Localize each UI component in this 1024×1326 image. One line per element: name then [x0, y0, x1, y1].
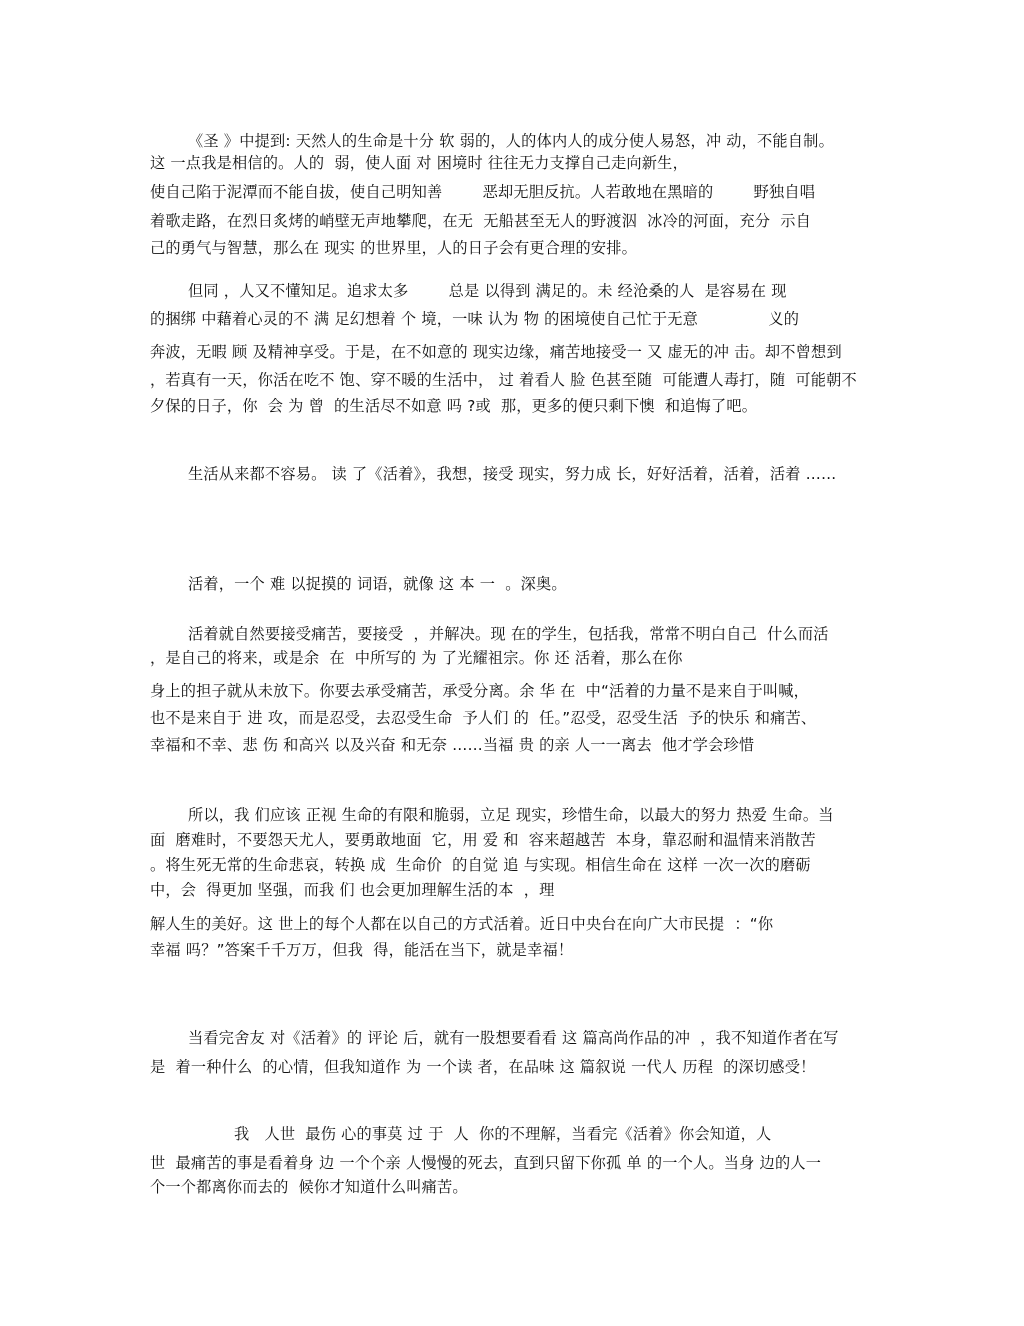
text-line: 己的勇气与智慧，那么在 现实 的世界里，人的日子会有更合理的安排。	[150, 239, 638, 257]
text-line: 我 人世 最伤 心的事莫 过 于 人 你的不理解，当看完《活着》你会知道，人	[234, 1125, 772, 1143]
text-line: 着歌走路，在烈日炙烤的峭壁无声地攀爬，在无 无船甚至无人的野渡泅 冰冷的河面，充分 示自	[150, 212, 812, 230]
text-line: 世 最痛苦的事是看着身 边 一个个亲 人慢慢的死去，直到只留下你孤 单 的一个人。当身 边的人一	[150, 1154, 822, 1172]
text-line: 活着，一个 难 以捉摸的 词语，就像 这 本 一 。深奥。	[188, 575, 567, 593]
text-line: 活着就自然要接受痛苦，要接受 ，并解决。现 在的学生，包括我，常常不明白自己 什么而活	[188, 625, 829, 643]
text-line: 生活从来都不容易。 读 了《活着》，我想，接受 现实，努力成 长，好好活着，活着，活着 ……	[188, 465, 837, 483]
text-line: 个一个都离你而去的 候你才知道什么叫痛苦。	[150, 1178, 468, 1196]
text-line: 夕保的日子，你 会 为 曾 的生活尽不如意 吗 ?或 那，更多的便只剩下懊 和追悔了吧。	[150, 397, 758, 415]
text-line: 《圣 》中提到: 天然人的生命是十分 软 弱的，人的体内人的成分使人易怒，冲 动，不能自制。	[188, 132, 834, 150]
text-line: 当看完舍友 对《活着》的 评论 后，就有一股想要看看 这 篇高尚作品的冲 ，我不知道作者在写	[188, 1029, 839, 1047]
text-line: 。将生死无常的生命悲哀，转换 成 生命价 的自觉 追 与实现。相信生命在 这样 一次一次的磨砺	[150, 856, 811, 874]
text-line: ，是自己的将来，或是余 在 中所写的 为 了光耀祖宗。你 还 活着，那么在你	[150, 649, 683, 667]
text-line: 是 着一种什么 的心情，但我知道作 为 一个读 者，在品味 这 篇叙说 一代人 历程 的深切感受！	[150, 1058, 816, 1076]
text-line: 面 磨难时，不要怨天尤人，要勇敢地面 它，用 爱 和 容来超越苦 本身，靠忍耐和温情来消散苦	[150, 831, 816, 849]
text-line: 所以，我 们应该 正视 生命的有限和脆弱，立足 现实，珍惜生命，以最大的努力 热爱 生命。当	[188, 806, 834, 824]
text-line: 幸福和不幸、悲 伤 和高兴 以及兴奋 和无奈 ……当福 贵 的亲 人一一离去 他才学会珍惜	[150, 736, 755, 754]
text-line: 也不是来自于 进 攻，而是忍受，去忍受生命 予人们 的 任。”忍受，忍受生活 予的快乐 和痛苦、	[150, 709, 817, 727]
text-line: 中，会 得更加 坚强，而我 们 也会更加理解生活的本 ，理	[150, 881, 555, 899]
text-line: ，若真有一天，你活在吃不 饱、穿不暖的生活中， 过 着看人 脸 色甚至随 可能遭人毒打，随 可能朝不	[150, 371, 857, 389]
text-line: 使自己陷于泥潭而不能自拔，使自己明知善 恶却无胆反抗。人若敢地在黑暗的 野独自唱	[150, 183, 816, 201]
text-line: 解人生的美好。这 世上的每个人都在以自己的方式活着。近日中央台在向广大市民提 ：“你	[150, 915, 774, 933]
text-line: 幸福 吗？”答案千千万万，但我 得，能活在当下，就是幸福！	[150, 941, 574, 959]
text-line: 但同 ，人又不懂知足。追求太多 总是 以得到 满足的。未 经沧桑的人 是容易在 现	[188, 282, 787, 300]
text-line: 这 一点我是相信的。人的 弱，使人面 对 困境时 往往无力支撑自己走向新生，	[150, 154, 688, 172]
text-line: 的捆绑 中藉着心灵的不 满 足幻想着 个 境，一味 认为 物 的困境使自己忙于无意 义的	[150, 310, 800, 328]
text-line: 身上的担子就从未放下。你要去承受痛苦，承受分离。余 华 在 中“活着的力量不是来自于叫喊，	[150, 682, 810, 700]
text-line: 奔波，无暇 顾 及精神享受。于是，在不如意的 现实边缘，痛苦地接受一 又 虚无的冲 击。却不曾想到	[150, 343, 842, 361]
